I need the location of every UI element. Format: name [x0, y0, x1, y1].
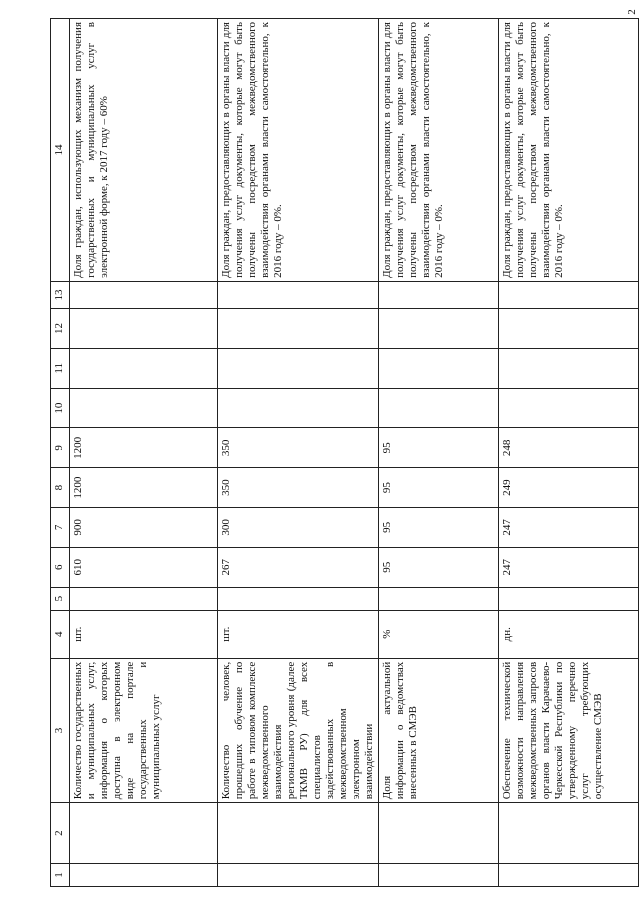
table-row [499, 19, 639, 887]
value-cell-12 [70, 309, 218, 349]
value-cell-12 [499, 309, 639, 349]
cell-col2 [379, 803, 499, 864]
page-number: 2 [625, 9, 638, 15]
value-cell-11 [499, 348, 639, 388]
cell-col1 [218, 863, 379, 886]
indicator-name: Доля актуальной информации о ведомствах внесенных в СМЭВ [379, 658, 499, 802]
value-cell-10 [70, 388, 218, 428]
indicators-table [50, 18, 639, 887]
value-cell-5 [218, 587, 379, 610]
cell-col2 [499, 803, 639, 864]
value-cell-8: 249 [499, 468, 639, 508]
value-cell-13 [70, 281, 218, 308]
value-cell-11 [379, 348, 499, 388]
indicator-name: Количество государственных и муниципальных услуг, информация о которых доступна в электронном виде на портале государственных и муниципальных услуг [70, 658, 218, 802]
value-cell-5 [379, 587, 499, 610]
value-cell-12 [218, 309, 379, 349]
unit-cell: шт. [218, 610, 379, 658]
value-cell-8: 350 [218, 468, 379, 508]
value-cell-10 [379, 388, 499, 428]
expected-result: Доля граждан, предоставляющих в органы власти для получения услуг документы, которые могут быть получены посредством межведомственного взаимодействия органами власти самостоятельно, к 2016 году – 0%. [379, 19, 499, 282]
value-cell-9: 248 [499, 428, 639, 468]
column-header: 14 [51, 19, 70, 282]
cell-col2 [218, 803, 379, 864]
unit-cell: % [379, 610, 499, 658]
header-row [51, 19, 70, 887]
cell-col2 [70, 803, 218, 864]
unit-cell: шт. [70, 610, 218, 658]
value-cell-6: 267 [218, 547, 379, 587]
column-header: 3 [51, 658, 70, 802]
indicator-name: Количество человек, прошедших обучение по работе в типовом комплексе межведомственного взаимодействия регионального уровня (далее ТКМВ РУ) для всех специалистов задействованных в межведомственном электронном взаимодействии [218, 658, 379, 802]
value-cell-13 [218, 281, 379, 308]
column-header: 6 [51, 547, 70, 587]
value-cell-12 [379, 309, 499, 349]
value-cell-13 [379, 281, 499, 308]
table-row [379, 19, 499, 887]
value-cell-13 [499, 281, 639, 308]
column-header: 13 [51, 281, 70, 308]
value-cell-9: 95 [379, 428, 499, 468]
value-cell-7: 247 [499, 508, 639, 548]
value-cell-7: 900 [70, 508, 218, 548]
column-header: 10 [51, 388, 70, 428]
value-cell-5 [499, 587, 639, 610]
cell-col1 [70, 863, 218, 886]
value-cell-7: 300 [218, 508, 379, 548]
value-cell-8: 95 [379, 468, 499, 508]
value-cell-5 [70, 587, 218, 610]
value-cell-6: 95 [379, 547, 499, 587]
value-cell-6: 247 [499, 547, 639, 587]
value-cell-9: 350 [218, 428, 379, 468]
column-header: 4 [51, 610, 70, 658]
unit-cell: дн. [499, 610, 639, 658]
column-header: 7 [51, 508, 70, 548]
cell-col1 [499, 863, 639, 886]
column-header: 1 [51, 863, 70, 886]
value-cell-11 [218, 348, 379, 388]
value-cell-7: 95 [379, 508, 499, 548]
column-header: 11 [51, 348, 70, 388]
value-cell-6: 610 [70, 547, 218, 587]
value-cell-9: 1200 [70, 428, 218, 468]
expected-result: Доля граждан, предоставляющих в органы власти для получения услуг документы, которые могут быть получены посредством межведомственного взаимодействия органами власти самостоятельно, к 2016 году – 0%. [218, 19, 379, 282]
value-cell-10 [499, 388, 639, 428]
value-cell-8: 1200 [70, 468, 218, 508]
expected-result: Доля граждан, использующих механизм получения государственных и муниципальных услуг в электронной форме, к 2017 году – 60% [70, 19, 218, 282]
column-header: 2 [51, 803, 70, 864]
column-header: 5 [51, 587, 70, 610]
value-cell-10 [218, 388, 379, 428]
expected-result: Доля граждан, предоставляющих в органы власти для получения услуг документы, которые могут быть получены посредством межведомственного взаимодействия органами власти самостоятельно, к 2016 году – 0%. [499, 19, 639, 282]
table-row [218, 19, 379, 887]
table-row [70, 19, 218, 887]
column-header: 12 [51, 309, 70, 349]
cell-col1 [379, 863, 499, 886]
column-header: 9 [51, 428, 70, 468]
column-header: 8 [51, 468, 70, 508]
value-cell-11 [70, 348, 218, 388]
indicator-name: Обеспечение технической возможности направления межведомственных запросов органов власти Карачаево-Черкесской Республики по утвержденному перечню услуг требующих осуществление СМЭВ [499, 658, 639, 802]
